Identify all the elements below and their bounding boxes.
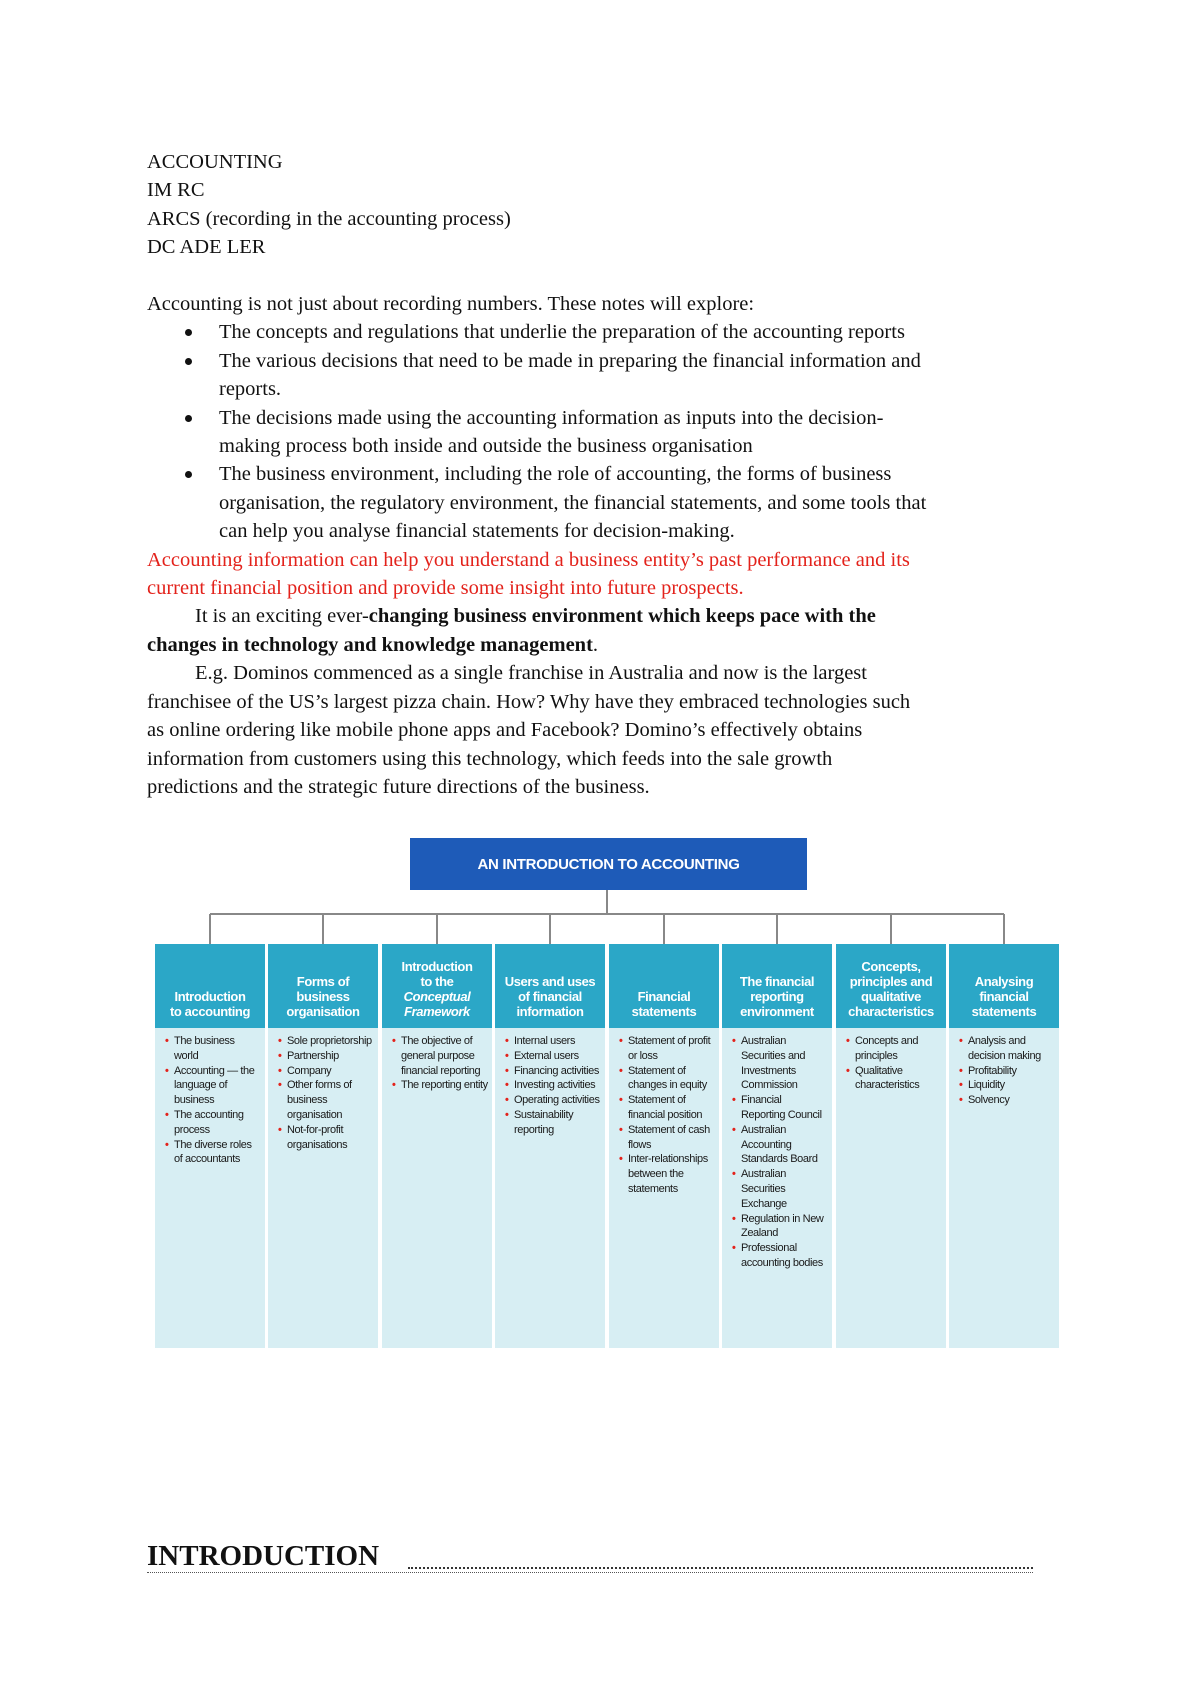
column-heading: Introduction to accounting (155, 944, 265, 1028)
notes-text (147, 148, 1077, 801)
diagram-column (495, 944, 605, 1348)
bullet-item: The business environment, including the role of accounting, the forms of business organisation, the regulatory environment, the financial statements, and some tools that can help you analyse financial statements for decision-making. (147, 460, 1077, 545)
column-items (949, 1028, 1059, 1108)
header-line: ARCS (recording in the accounting process) (147, 207, 511, 230)
header-line: DC ADE LER (147, 236, 266, 259)
bullet-icon (185, 358, 192, 365)
column-item: • The business world (165, 1034, 261, 1064)
dotted-rule (408, 1567, 1033, 1569)
bullet-item: The decisions made using the accounting information as inputs into the decision- making process both inside and outside the business organisation (147, 404, 1077, 461)
column-item: • Financial Reporting Council (732, 1093, 828, 1123)
diagram-column (609, 944, 719, 1348)
diagram-column (382, 944, 492, 1348)
column-item: • Australian Securities Exchange (732, 1167, 828, 1211)
column-item: • Sustainability reporting (505, 1108, 601, 1138)
column-item: • Company (278, 1064, 374, 1079)
bullet-item: The concepts and regulations that underlie the preparation of the accounting reports (147, 318, 1077, 346)
exciting-paragraph-cont: changes in technology and knowledge management. (147, 633, 599, 656)
dominos-paragraph: E.g. Dominos commenced as a single franchise in Australia and now is the largest (195, 662, 867, 685)
dominos-paragraph: predictions and the strategic future directions of the business. (147, 775, 650, 798)
column-item: • The objective of general purpose financial reporting (392, 1034, 488, 1078)
column-item: • Qualitative characteristics (846, 1064, 942, 1094)
diagram-column (722, 944, 832, 1348)
section-heading: INTRODUCTION (147, 1540, 380, 1572)
column-item: • Financing activities (505, 1064, 601, 1079)
diagram-column (268, 944, 378, 1348)
highlight-text: Accounting information can help you understand a business entity’s past performance and its (147, 548, 910, 571)
column-heading: Financial statements (609, 944, 719, 1028)
column-item: • Solvency (959, 1093, 1055, 1108)
bullet-list (147, 318, 1077, 545)
column-item: • Regulation in New Zealand (732, 1212, 828, 1242)
bullet-icon (185, 415, 192, 422)
column-items (268, 1028, 378, 1152)
dominos-paragraph: franchisee of the US’s largest pizza chain. How? Why have they embraced technologies such (147, 690, 911, 713)
column-item: • Liquidity (959, 1078, 1055, 1093)
column-items (382, 1028, 492, 1093)
intro-sentence: Accounting is not just about recording numbers. These notes will explore: (147, 293, 755, 316)
accounting-diagram (155, 838, 1059, 1348)
column-item: • Internal users (505, 1034, 601, 1049)
header-line: IM RC (147, 179, 205, 202)
dominos-paragraph: information from customers using this technology, which feeds into the sale growth (147, 747, 833, 770)
column-item: • Australian Accounting Standards Board (732, 1123, 828, 1167)
bullet-icon (185, 471, 192, 478)
column-heading: Introduction to the Conceptual Framework (382, 944, 492, 1028)
column-item: • Other forms of business organisation (278, 1078, 374, 1122)
column-heading: Forms of business organisation (268, 944, 378, 1028)
column-item: • The diverse roles of accountants (165, 1138, 261, 1168)
column-items (609, 1028, 719, 1197)
column-item: • Profitability (959, 1064, 1055, 1079)
column-heading: Concepts, principles and qualitative characteristics (836, 944, 946, 1028)
exciting-paragraph: It is an exciting ever-changing business environment which keeps pace with the (195, 605, 876, 628)
dominos-paragraph: as online ordering like mobile phone apps and Facebook? Domino’s effectively obtains (147, 719, 863, 742)
column-item: • Partnership (278, 1049, 374, 1064)
column-items (722, 1028, 832, 1271)
dotted-underline (147, 1572, 1033, 1573)
column-items (836, 1028, 946, 1093)
column-items (495, 1028, 605, 1138)
column-heading: Users and uses of financial information (495, 944, 605, 1028)
column-item: • Concepts and principles (846, 1034, 942, 1064)
column-item: • Investing activities (505, 1078, 601, 1093)
column-item: • The reporting entity (392, 1078, 488, 1093)
column-item: • The accounting process (165, 1108, 261, 1138)
column-item: • Australian Securities and Investments Commission (732, 1034, 828, 1093)
column-item: • Analysis and decision making (959, 1034, 1055, 1064)
diagram-title: AN INTRODUCTION TO ACCOUNTING (410, 838, 807, 890)
diagram-column (949, 944, 1059, 1348)
header-line: ACCOUNTING (147, 151, 283, 173)
column-heading: Analysing financial statements (949, 944, 1059, 1028)
diagram-column (155, 944, 265, 1348)
column-item: • Statement of changes in equity (619, 1064, 715, 1094)
column-item: • Accounting — the language of business (165, 1064, 261, 1108)
column-item: • Not-for-profit organisations (278, 1123, 374, 1153)
bullet-item: The various decisions that need to be made in preparing the financial information and reports. (147, 347, 1077, 404)
highlight-text: current financial position and provide some insight into future prospects. (147, 577, 744, 600)
column-item: • Statement of financial position (619, 1093, 715, 1123)
column-item: • Inter-relationships between the statements (619, 1152, 715, 1196)
column-item: • Statement of cash flows (619, 1123, 715, 1153)
bullet-icon (185, 329, 192, 336)
column-item: • External users (505, 1049, 601, 1064)
diagram-column (836, 944, 946, 1348)
column-heading: The financial reporting environment (722, 944, 832, 1028)
column-item: • Professional accounting bodies (732, 1241, 828, 1271)
column-items (155, 1028, 265, 1167)
column-item: • Statement of profit or loss (619, 1034, 715, 1064)
column-item: • Operating activities (505, 1093, 601, 1108)
column-item: • Sole proprietorship (278, 1034, 374, 1049)
